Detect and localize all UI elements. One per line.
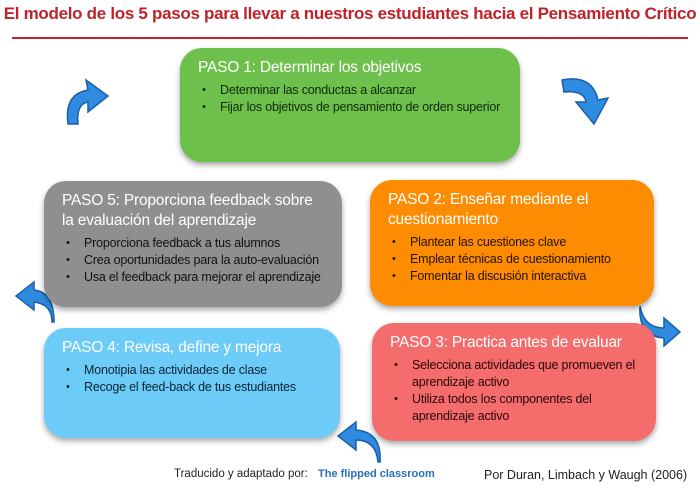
- arrow-top-left-icon: [58, 74, 114, 130]
- step-1-item: • Determinar las conductas a alcanzar: [198, 82, 506, 99]
- step-3-item: • Utiliza todos los componentes del aprendizaje activo: [390, 391, 642, 425]
- step-2-item: • Fomentar la discusión interactiva: [388, 268, 640, 285]
- title-underline: [12, 37, 688, 39]
- step-2-heading: PASO 2: Enseñar mediante el cuestionamiento: [388, 191, 589, 228]
- step-3-heading: PASO 3: Practica antes de evaluar: [390, 334, 622, 351]
- page-title: El modelo de los 5 pasos para llevar a nuestros estudiantes hacia el Pensamiento Crítico: [3, 4, 697, 23]
- step-4-item: • Monotipia las actividades de clase: [62, 362, 326, 379]
- step-3-box: [372, 323, 656, 441]
- step-5-box: [44, 181, 342, 307]
- step-1-heading: PASO 1: Determinar los objetivos: [198, 59, 422, 76]
- step-1-box: [180, 48, 520, 162]
- flipped-classroom-logo: The flipped classroom: [318, 468, 435, 480]
- step-4-box: [44, 328, 340, 438]
- arrow-top-right-icon: [556, 70, 616, 128]
- source-credit: Por Duran, Limbach y Waugh (2006): [484, 468, 688, 482]
- translated-by-label: Traducido y adaptado por:: [174, 468, 308, 480]
- step-5-item: • Usa el feedback para mejorar el aprendizaje: [62, 269, 328, 286]
- step-5-heading: PASO 5: Proporciona feedback sobre la evaluación del aprendizaje: [62, 192, 313, 229]
- step-2-item: • Plantear las cuestiones clave: [388, 234, 640, 251]
- step-3-item: • Selecciona actividades que promueven el aprendizaje activo: [390, 357, 642, 391]
- step-2-item: • Emplear técnicas de cuestionamiento: [388, 251, 640, 268]
- step-4-heading: PASO 4: Revisa, define y mejora: [62, 339, 282, 356]
- step-4-item: • Recoge el feed-back de tus estudiantes: [62, 379, 326, 396]
- step-2-box: [370, 180, 654, 306]
- step-5-item: • Proporciona feedback a tus alumnos: [62, 235, 328, 252]
- step-5-item: • Crea oportunidades para la auto-evaluación: [62, 252, 328, 269]
- step-1-item: • Fijar los objetivos de pensamiento de orden superior: [198, 99, 506, 116]
